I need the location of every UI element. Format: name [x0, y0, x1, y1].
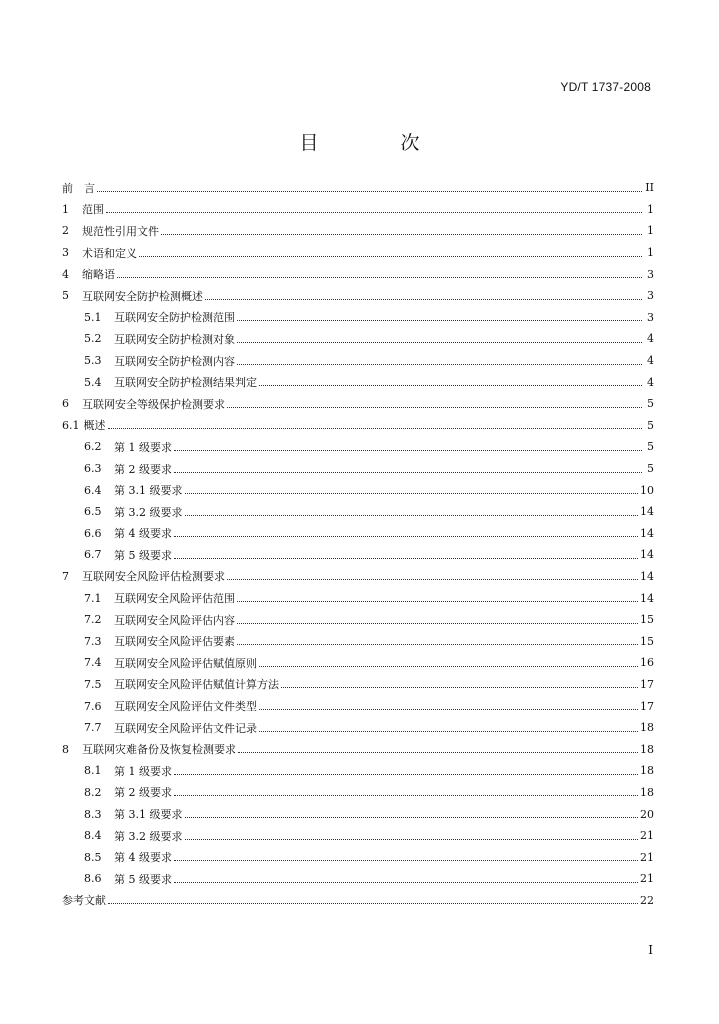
toc-entry-number: 6.2 [84, 440, 102, 454]
toc-entry[interactable] [62, 285, 654, 307]
toc-entry-title: 第 3.2 级要求 [114, 505, 183, 519]
dot-leader [174, 471, 642, 473]
toc-entry-page: 21 [640, 850, 654, 864]
toc-entry[interactable] [62, 630, 654, 652]
toc-entry-page: 3 [647, 289, 654, 303]
dot-leader [185, 514, 639, 516]
toc-entry-title: 概述 [83, 419, 106, 433]
toc-entry[interactable] [62, 177, 654, 199]
toc-entry-number: 7.7 [84, 721, 102, 735]
toc-entry-number: 6.3 [84, 462, 102, 476]
toc-entry-number: 8.2 [84, 785, 102, 799]
toc-entry-title: 前 言 [62, 181, 95, 195]
toc-entry[interactable] [62, 501, 654, 523]
dot-leader [108, 427, 643, 429]
toc-entry-title: 规范性引用文件 [82, 224, 159, 238]
toc-entry-number: 7.2 [84, 613, 102, 627]
toc-entry-page: 17 [640, 699, 654, 713]
dot-leader [97, 190, 642, 192]
toc-entry[interactable] [62, 782, 654, 804]
toc-entry[interactable] [62, 263, 654, 285]
dot-leader [161, 233, 642, 235]
toc-entry-page: 14 [640, 526, 654, 540]
dot-leader [237, 341, 642, 343]
toc-entry-page: 21 [640, 829, 654, 843]
toc-entry-title: 互联网安全防护检测概述 [82, 289, 203, 303]
toc-entry-title: 互联网安全等级保护检测要求 [82, 397, 225, 411]
toc-entry-number: 8 [62, 742, 69, 756]
toc-entry[interactable] [62, 199, 654, 221]
toc-entry-page: 18 [640, 764, 654, 778]
dot-leader [237, 363, 642, 365]
dot-leader [237, 600, 638, 602]
toc-entry[interactable] [62, 479, 654, 501]
toc-entry-number: 6 [62, 397, 69, 411]
toc-entry-number: 6.4 [84, 483, 102, 497]
toc-entry-number: 2 [62, 224, 69, 238]
toc-entry-title: 互联网安全防护检测结果判定 [114, 376, 257, 390]
toc-entry-page: 18 [640, 721, 654, 735]
toc-entry-title: 互联网安全防护检测对象 [114, 332, 235, 346]
toc-entry-number: 6.7 [84, 548, 102, 562]
toc-entry-title: 互联网安全风险评估赋值原则 [114, 656, 257, 670]
dot-leader [106, 211, 642, 213]
toc-entry-number: 7.4 [84, 656, 102, 670]
toc-entry-number: 8.5 [84, 850, 102, 864]
toc-entry-number: 5 [62, 289, 69, 303]
toc-entry-page: 4 [647, 332, 654, 346]
toc-entry-number: 6.1 [62, 418, 80, 432]
toc-entry-title: 术语和定义 [82, 246, 137, 260]
dot-leader [174, 557, 638, 559]
toc-entry-title: 互联网安全风险评估文件类型 [114, 700, 257, 714]
toc-entry[interactable] [62, 587, 654, 609]
toc-entry[interactable] [62, 544, 654, 566]
dot-leader [117, 276, 642, 278]
toc-entry-page: 5 [647, 462, 654, 476]
toc-entry-page: 15 [640, 634, 654, 648]
toc-entry[interactable] [62, 890, 654, 912]
toc-entry-title: 第 5 级要求 [114, 872, 172, 886]
page-number: I [648, 943, 653, 957]
toc-entry[interactable] [62, 415, 654, 437]
toc-entry[interactable] [62, 803, 654, 825]
toc-entry-title: 互联网安全防护检测范围 [114, 311, 235, 325]
toc-entry[interactable] [62, 652, 654, 674]
dot-leader [139, 255, 642, 257]
dot-leader [281, 686, 638, 688]
toc-entry[interactable] [62, 458, 654, 480]
toc-entry-title: 第 4 级要求 [114, 851, 172, 865]
toc-entry-page: 5 [647, 418, 654, 432]
toc-entry[interactable] [62, 436, 654, 458]
toc-entry-title: 互联网安全风险评估文件记录 [114, 721, 257, 735]
toc-entry[interactable] [62, 393, 654, 415]
toc-entry[interactable] [62, 717, 654, 739]
toc-entry-number: 8.6 [84, 872, 102, 886]
toc-entry[interactable] [62, 242, 654, 264]
toc-entry-title: 互联网安全风险评估内容 [114, 613, 235, 627]
toc-entry-page: 20 [640, 807, 654, 821]
toc-entry-page: 18 [640, 785, 654, 799]
toc-entry-title: 第 2 级要求 [114, 786, 172, 800]
toc-entry-number: 7.3 [84, 634, 102, 648]
dot-leader [174, 881, 638, 883]
toc-entry-title: 第 3.1 级要求 [114, 808, 183, 822]
toc-entry-title: 第 1 级要求 [114, 764, 172, 778]
toc-entry-page: 17 [640, 677, 654, 691]
toc-entry-title: 第 5 级要求 [114, 548, 172, 562]
toc-entry-number: 8.4 [84, 829, 102, 843]
toc-entry-title: 第 3.1 级要求 [114, 484, 183, 498]
dot-leader [237, 622, 638, 624]
toc-entry-number: 6.6 [84, 526, 102, 540]
toc-entry[interactable] [62, 846, 654, 868]
dot-leader [237, 643, 638, 645]
page-title: 目 次 [299, 132, 458, 154]
toc-entry-page: 14 [640, 505, 654, 519]
toc-entry-page: 1 [647, 224, 654, 238]
toc-entry-title: 互联网灾难备份及恢复检测要求 [82, 743, 236, 757]
toc-entry-title: 互联网安全风险评估要素 [114, 635, 235, 649]
toc-entry[interactable] [62, 371, 654, 393]
document-code: YD/T 1737-2008 [560, 80, 651, 94]
toc-entry-page: 3 [647, 310, 654, 324]
dot-leader [237, 319, 642, 321]
toc-entry-title: 第 2 级要求 [114, 462, 172, 476]
dot-leader [259, 384, 642, 386]
toc-entry-title: 缩略语 [82, 268, 115, 282]
toc-entry[interactable] [62, 307, 654, 329]
toc-entry-page: II [645, 181, 654, 195]
toc-entry-number: 1 [62, 202, 69, 216]
toc-entry-page: 5 [647, 397, 654, 411]
toc-entry-title: 范围 [82, 203, 104, 217]
toc-entry-page: 14 [640, 591, 654, 605]
toc-entry-page: 22 [640, 893, 654, 907]
toc-entry[interactable] [62, 738, 654, 760]
dot-leader [174, 859, 638, 861]
toc-entry[interactable] [62, 674, 654, 696]
toc-entry-page: 1 [647, 202, 654, 216]
table-of-contents [62, 177, 654, 911]
toc-entry-number: 5.4 [84, 375, 102, 389]
toc-entry-title: 互联网安全防护检测内容 [114, 354, 235, 368]
toc-entry[interactable] [62, 523, 654, 545]
toc-entry[interactable] [62, 566, 654, 588]
dot-leader [259, 665, 638, 667]
toc-entry[interactable] [62, 760, 654, 782]
toc-entry-number: 5.3 [84, 354, 102, 368]
toc-entry-page: 10 [640, 483, 654, 497]
toc-entry-number: 7.1 [84, 591, 102, 605]
dot-leader [174, 535, 638, 537]
toc-entry-title: 参考文献 [62, 894, 106, 908]
dot-leader [259, 730, 638, 732]
toc-entry-number: 7 [62, 569, 69, 583]
toc-entry-number: 5.2 [84, 332, 102, 346]
dot-leader [259, 708, 638, 710]
toc-entry[interactable] [62, 825, 654, 847]
toc-entry-title: 互联网安全风险评估赋值计算方法 [114, 678, 279, 692]
toc-entry-title: 互联网安全风险评估检测要求 [82, 570, 225, 584]
dot-leader [185, 816, 639, 818]
dot-leader [174, 794, 638, 796]
dot-leader [174, 449, 642, 451]
toc-entry-page: 4 [647, 375, 654, 389]
toc-entry-title: 第 3.2 级要求 [114, 829, 183, 843]
dot-leader [174, 773, 638, 775]
toc-entry[interactable] [62, 868, 654, 890]
toc-entry-number: 3 [62, 246, 69, 260]
toc-entry-page: 14 [640, 569, 654, 583]
toc-entry-page: 1 [647, 246, 654, 260]
toc-entry[interactable] [62, 609, 654, 631]
dot-leader [238, 751, 638, 753]
toc-entry-number: 6.5 [84, 505, 102, 519]
toc-entry-page: 18 [640, 742, 654, 756]
toc-entry-number: 8.1 [84, 764, 102, 778]
toc-entry-number: 7.6 [84, 699, 102, 713]
toc-entry-page: 3 [647, 267, 654, 281]
toc-entry-page: 4 [647, 354, 654, 368]
dot-leader [227, 406, 642, 408]
dot-leader [227, 578, 638, 580]
toc-entry-title: 第 1 级要求 [114, 440, 172, 454]
toc-entry[interactable] [62, 220, 654, 242]
toc-entry-number: 4 [62, 267, 69, 281]
dot-leader [205, 298, 642, 300]
toc-entry-page: 14 [640, 548, 654, 562]
toc-entry-page: 21 [640, 872, 654, 886]
toc-entry-title: 第 4 级要求 [114, 527, 172, 541]
toc-entry-page: 15 [640, 613, 654, 627]
toc-entry-title: 互联网安全风险评估范围 [114, 592, 235, 606]
toc-entry[interactable] [62, 350, 654, 372]
toc-entry-page: 16 [640, 656, 654, 670]
toc-entry-number: 7.5 [84, 677, 102, 691]
dot-leader [185, 492, 639, 494]
dot-leader [185, 838, 639, 840]
dot-leader [108, 902, 638, 904]
toc-entry[interactable] [62, 695, 654, 717]
toc-entry-number: 5.1 [84, 310, 102, 324]
toc-entry-number: 8.3 [84, 807, 102, 821]
toc-entry-page: 5 [647, 440, 654, 454]
toc-entry[interactable] [62, 328, 654, 350]
